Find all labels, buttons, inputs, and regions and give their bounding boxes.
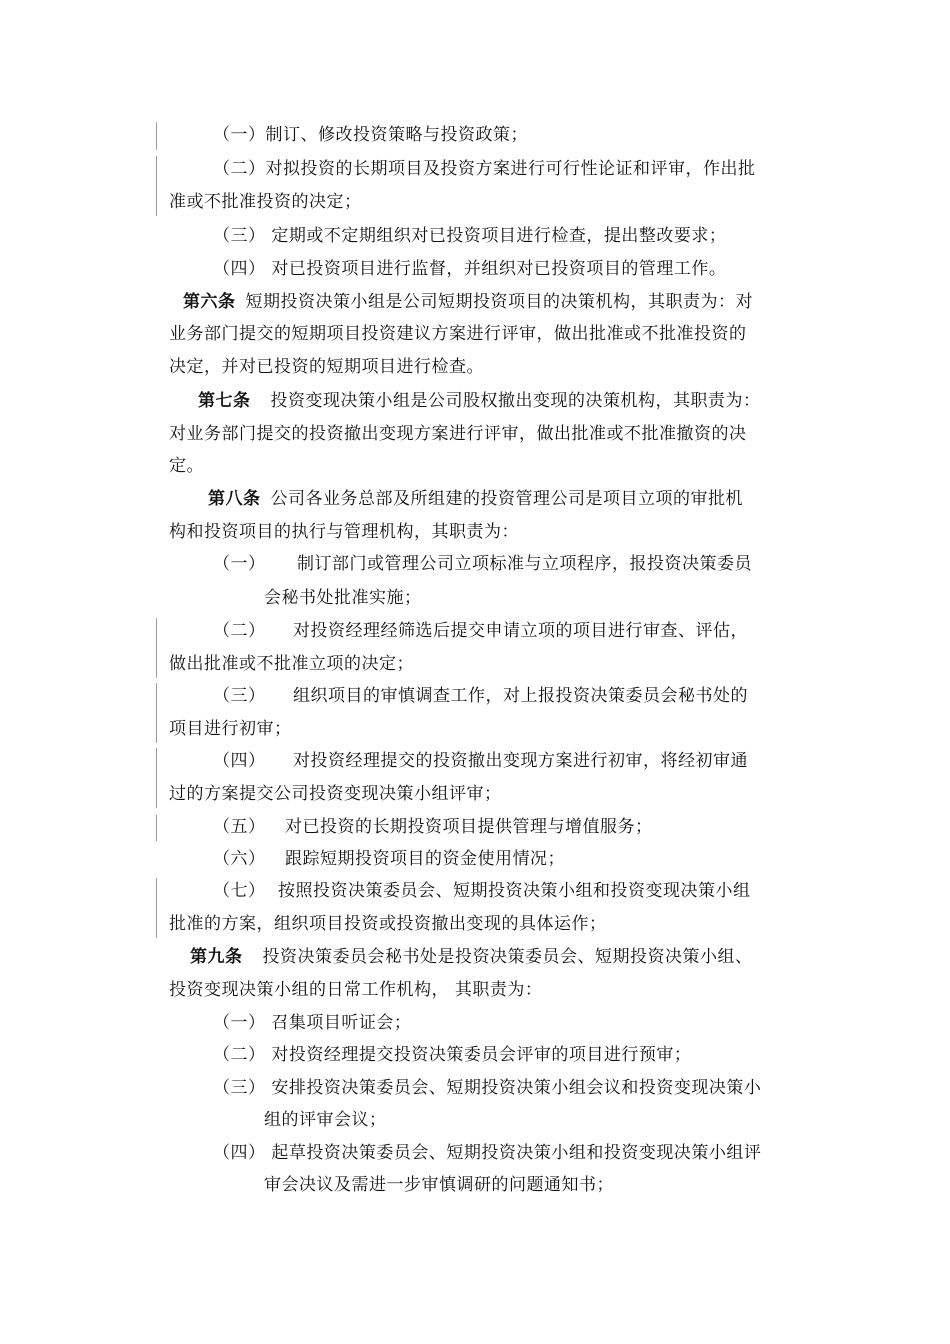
list-item-text: 制订部门或管理公司立项标准与立项程序，报投资决策委员 bbox=[297, 554, 752, 574]
list-item-number: （三） bbox=[213, 686, 266, 706]
list-item-text: 会秘书处批准实施； bbox=[264, 588, 422, 608]
article-7-line bbox=[198, 390, 761, 412]
paragraph-line: 决定，并对已投资的短期项目进行检查。 bbox=[169, 357, 484, 377]
list-item: （三） 安排投资决策委员会、短期投资决策小组会议和投资变现决策小 bbox=[213, 1078, 762, 1098]
list-item-number: （六） bbox=[213, 849, 266, 869]
list-item: （四） 起草投资决策委员会、短期投资决策小组和投资变现决策小组评 bbox=[213, 1143, 762, 1163]
paragraph-line: 对业务部门提交的投资撤出变现方案进行评审，做出批准或不批准撤资的决 bbox=[169, 424, 747, 444]
list-item-text: 项目进行初审； bbox=[169, 719, 292, 739]
change-bar bbox=[156, 815, 157, 841]
list-item-text: 组织项目的审慎调查工作，对上报投资决策委员会秘书处的 bbox=[293, 686, 748, 706]
change-bar bbox=[156, 156, 157, 216]
list-item-text: 对投资经理经筛选后提交申请立项的项目进行审查、评估， bbox=[293, 621, 748, 641]
list-item-text: 对投资经理提交的投资撤出变现方案进行初审，将经初审通 bbox=[293, 751, 748, 771]
article-text: 公司各业务总部及所组建的投资管理公司是项目立项的审批机 bbox=[270, 489, 743, 509]
article-6-line bbox=[183, 291, 753, 313]
list-item-number: （五） bbox=[213, 817, 266, 837]
article-heading: 第九条 bbox=[190, 947, 243, 967]
list-item-text: 审会决议及需进一步审慎调研的问题通知书； bbox=[264, 1175, 614, 1195]
list-item: （一） 召集项目听证会； bbox=[213, 1013, 412, 1033]
list-item-number: （一） bbox=[213, 554, 266, 574]
list-item: （二） 对投资经理提交投资决策委员会评审的项目进行预审； bbox=[213, 1045, 692, 1065]
list-item-number: （二） bbox=[213, 621, 266, 641]
paragraph-line: （三） 定期或不定期组织对已投资项目进行检查，提出整改要求； bbox=[213, 226, 727, 246]
paragraph-line: 定。 bbox=[169, 456, 204, 476]
list-item-text: 跟踪短期投资项目的资金使用情况； bbox=[285, 849, 565, 869]
article-text: 投资变现决策小组是公司股权撤出变现的决策机构，其职责为： bbox=[270, 391, 761, 411]
article-heading: 第六条 bbox=[183, 292, 236, 312]
article-text: 投资决策委员会秘书处是投资决策委员会、短期投资决策小组、 bbox=[262, 947, 753, 967]
article-text: 短期投资决策小组是公司短期投资项目的决策机构，其职责为：对 bbox=[245, 292, 753, 312]
list-item-text: 批准的方案，组织项目投资或投资撤出变现的具体运作； bbox=[169, 914, 607, 934]
paragraph-line: 构和投资项目的执行与管理机构，其职责为： bbox=[169, 522, 519, 542]
list-item-text: 做出批准或不批准立项的决定； bbox=[169, 654, 414, 674]
paragraph-line: （二）对拟投资的长期项目及投资方案进行可行性论证和评审，作出批 bbox=[213, 159, 756, 179]
paragraph-line: （四） 对已投资项目进行监督，并组织对已投资项目的管理工作。 bbox=[213, 259, 727, 279]
paragraph-line: 准或不批准投资的决定； bbox=[169, 192, 362, 212]
paragraph-line: 投资变现决策小组的日常工作机构， 其职责为： bbox=[169, 980, 543, 1000]
list-item-number: （四） bbox=[213, 751, 266, 771]
article-8-line bbox=[208, 488, 743, 510]
change-bar bbox=[156, 748, 157, 808]
list-item-text: 对已投资的长期投资项目提供管理与增值服务； bbox=[285, 817, 653, 837]
list-item-text: 过的方案提交公司投资变现决策小组评审； bbox=[169, 784, 502, 804]
change-bar bbox=[156, 122, 157, 150]
article-heading: 第七条 bbox=[198, 391, 251, 411]
paragraph-line: （一）制订、修改投资策略与投资政策； bbox=[213, 125, 528, 145]
change-bar bbox=[156, 683, 157, 743]
paragraph-line: 业务部门提交的短期项目投资建议方案进行评审，做出批准或不批准投资的 bbox=[169, 324, 747, 344]
list-item-text: 按照投资决策委员会、短期投资决策小组和投资变现决策小组 bbox=[278, 881, 751, 901]
list-item-text: 组的评审会议； bbox=[264, 1110, 387, 1130]
list-item-number: （七） bbox=[213, 881, 266, 901]
article-heading: 第八条 bbox=[208, 489, 261, 509]
change-bar bbox=[156, 618, 157, 678]
article-9-line bbox=[190, 946, 753, 968]
change-bar bbox=[156, 878, 157, 938]
